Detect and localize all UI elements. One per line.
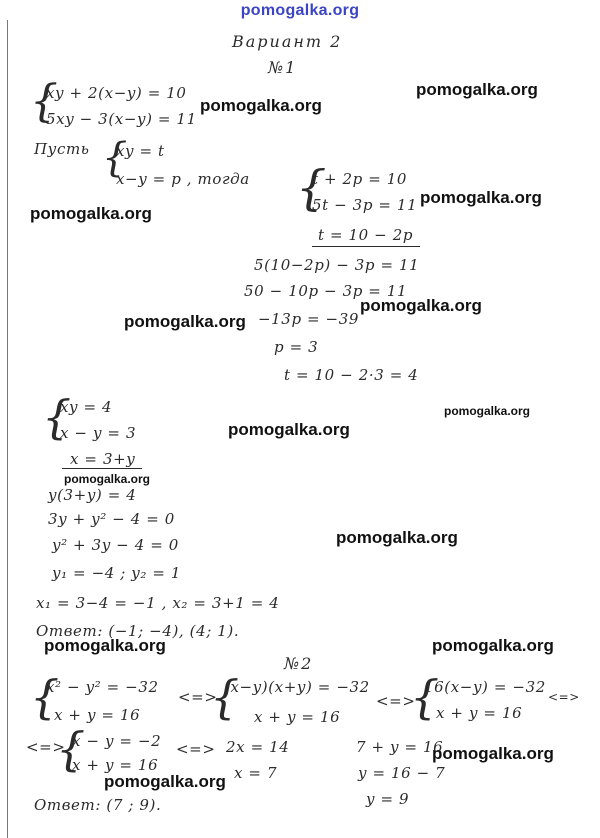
- watermark: pomogalka.org: [420, 188, 542, 207]
- watermark: pomogalka.org: [432, 636, 554, 655]
- equation-line: 5t − 3p = 11: [312, 196, 418, 214]
- equation-line: y(3+y) = 4: [48, 486, 137, 504]
- equation-line: x − y = −2: [72, 732, 162, 750]
- equation-line: x₁ = 3−4 = −1 , x₂ = 3+1 = 4: [36, 594, 280, 612]
- equation-line: x + y = 16: [436, 704, 523, 722]
- watermark: pomogalka.org: [444, 404, 531, 418]
- equation-line: x + y = 16: [72, 756, 159, 774]
- equivalence-sign: <=>: [26, 738, 66, 756]
- equation-line: 50 − 10p − 3p = 11: [244, 282, 408, 300]
- equation-line: t + 2p = 10: [312, 170, 408, 188]
- system-brace: {: [30, 76, 58, 127]
- equation-line: xy = 4: [60, 398, 113, 416]
- equation-line: 7 + y = 16: [356, 738, 444, 756]
- equation-line: (x−y)(x+y) = −32: [224, 678, 370, 696]
- answer-line: Ответ: (7 ; 9).: [34, 796, 162, 814]
- equation-line: x + y = 16: [54, 706, 141, 724]
- equation-line: y = 9: [366, 790, 410, 808]
- system-brace: {: [410, 670, 440, 724]
- system-brace: {: [56, 722, 86, 776]
- watermark: pomogalka.org: [30, 204, 152, 223]
- equation-line: 5xy − 3(x−y) = 11: [46, 110, 197, 128]
- site-header-link[interactable]: pomogalka.org: [240, 2, 360, 19]
- watermark: pomogalka.org: [64, 472, 151, 486]
- task-number: №1: [268, 58, 298, 77]
- watermark: pomogalka.org: [124, 312, 246, 331]
- equation-line: xy = t: [116, 142, 165, 160]
- underline: [312, 246, 420, 247]
- equation-line: y = 16 − 7: [358, 764, 446, 782]
- page-margin-line: [7, 20, 8, 838]
- text-line: Пусть: [34, 140, 90, 158]
- equation-line: x² − y² = −32: [46, 678, 159, 696]
- task-number: №2: [284, 654, 314, 673]
- equation-line: −13p = −39: [258, 310, 360, 328]
- equation-line: x + y = 16: [254, 708, 341, 726]
- answer-line: Ответ: (−1; −4), (4; 1).: [36, 622, 240, 640]
- variant-title: Вариант 2: [232, 32, 343, 51]
- system-brace: {: [210, 670, 240, 724]
- equivalence-sign: <=>: [548, 690, 580, 704]
- equation-line: t = 10 − 2·3 = 4: [284, 366, 419, 384]
- equation-line: 16(x−y) = −32: [424, 678, 546, 696]
- watermark: pomogalka.org: [44, 636, 166, 655]
- equation-line: t = 10 − 2p: [318, 226, 414, 244]
- watermark: pomogalka.org: [228, 420, 350, 439]
- equation-line: x = 3+y: [70, 450, 136, 468]
- equation-line: x = 7: [234, 764, 278, 782]
- underline: [62, 468, 142, 469]
- system-brace: {: [102, 135, 128, 181]
- system-brace: {: [30, 670, 60, 724]
- watermark: pomogalka.org: [336, 528, 458, 547]
- watermark: pomogalka.org: [104, 772, 226, 791]
- equivalence-sign: <=>: [376, 692, 416, 710]
- equation-line: x−y = p , тогда: [116, 170, 250, 188]
- system-brace: {: [42, 390, 72, 444]
- watermark: pomogalka.org: [432, 744, 554, 763]
- equation-line: y² + 3y − 4 = 0: [52, 536, 179, 554]
- watermark: pomogalka.org: [416, 80, 538, 99]
- equation-line: 3y + y² − 4 = 0: [48, 510, 175, 528]
- equation-line: 2x = 14: [226, 738, 290, 756]
- equation-line: 5(10−2p) − 3p = 11: [254, 256, 420, 274]
- equation-line: y₁ = −4 ; y₂ = 1: [52, 564, 182, 582]
- equation-line: x − y = 3: [60, 424, 137, 442]
- equation-line: xy + 2(x−y) = 10: [46, 84, 187, 102]
- watermark: pomogalka.org: [360, 296, 482, 315]
- equivalence-sign: <=>: [176, 740, 216, 758]
- system-brace: {: [296, 160, 327, 216]
- equivalence-sign: <=>: [178, 688, 218, 706]
- equation-line: p = 3: [274, 338, 319, 356]
- watermark: pomogalka.org: [200, 96, 322, 115]
